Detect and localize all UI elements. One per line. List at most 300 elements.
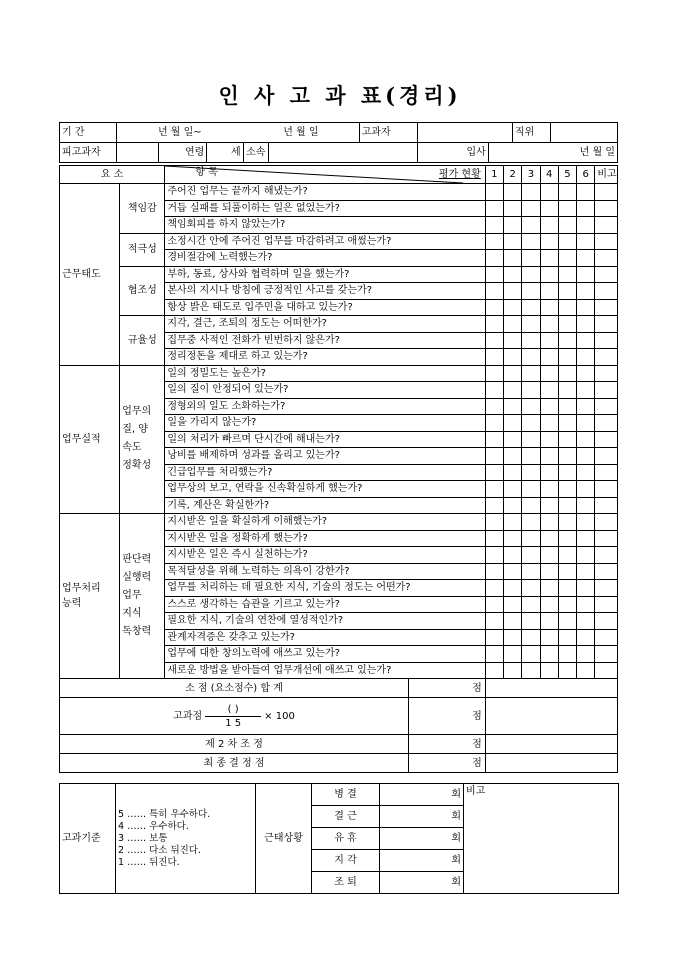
score-cell[interactable] — [522, 563, 540, 580]
score-cell[interactable] — [540, 382, 558, 399]
score-cell[interactable] — [577, 431, 595, 448]
question-item: 집무중 사적인 전화가 빈번하지 않은가? — [165, 332, 485, 349]
score-col-6: 6 — [577, 166, 595, 184]
score-cell[interactable] — [540, 250, 558, 267]
score-cell[interactable] — [504, 464, 522, 481]
attendance-count[interactable]: 회 — [380, 784, 464, 806]
remark-cell[interactable] — [595, 629, 618, 646]
period-to[interactable]: 년 월 일 — [243, 123, 359, 143]
ratee-field[interactable] — [116, 143, 158, 163]
score-cell[interactable] — [522, 233, 540, 250]
score-cell[interactable] — [504, 448, 522, 465]
score-cell[interactable] — [558, 448, 576, 465]
score-cell[interactable] — [558, 497, 576, 514]
score-cell[interactable] — [485, 332, 503, 349]
score-col-1: 1 — [485, 166, 503, 184]
score-cell[interactable] — [540, 349, 558, 366]
score-cell[interactable] — [522, 217, 540, 234]
question-item: 책임회피를 하지 않았는가? — [165, 217, 485, 234]
score-cell[interactable] — [540, 431, 558, 448]
score-cell[interactable] — [504, 514, 522, 531]
score-cell[interactable] — [504, 184, 522, 201]
score-cell[interactable] — [522, 349, 540, 366]
score-cell[interactable] — [577, 613, 595, 630]
remark-cell[interactable] — [595, 217, 618, 234]
evaluation-table — [59, 165, 618, 773]
total-blank[interactable] — [485, 679, 617, 698]
question-item: 일의 처리가 빠르며 단시간에 해내는가? — [165, 431, 485, 448]
score-cell[interactable] — [540, 365, 558, 382]
score-cell[interactable] — [577, 563, 595, 580]
remark-cell[interactable] — [595, 613, 618, 630]
score-formula-row — [60, 698, 486, 735]
score-cell[interactable] — [558, 398, 576, 415]
score-cell[interactable] — [558, 530, 576, 547]
criteria-label: 고과기준 — [60, 784, 116, 894]
attendance-type: 지 각 — [312, 850, 380, 872]
question-item: 스스로 생각하는 습관을 기르고 있는가? — [165, 596, 485, 613]
score-cell[interactable] — [504, 283, 522, 300]
score-cell[interactable] — [504, 299, 522, 316]
score-cell[interactable] — [577, 415, 595, 432]
subtotal-label: 소 점 (요소점수) 합 계 — [185, 682, 283, 694]
question-item: 일을 가리지 않는가? — [165, 415, 485, 432]
score-cell[interactable] — [522, 481, 540, 498]
score-cell[interactable] — [577, 662, 595, 679]
score-cell[interactable] — [504, 415, 522, 432]
score-cell[interactable] — [522, 200, 540, 217]
question-item: 업무상의 보고, 연락을 신속확실하게 했는가? — [165, 481, 485, 498]
score-cell[interactable] — [558, 481, 576, 498]
score-cell[interactable] — [558, 299, 576, 316]
remark-cell[interactable] — [595, 266, 618, 283]
group-name: 책임감 — [120, 184, 165, 234]
score-cell[interactable] — [540, 646, 558, 663]
group-name: 협조성 — [120, 266, 165, 316]
score-cell[interactable] — [504, 266, 522, 283]
join-date[interactable]: 년 월 일 — [488, 143, 617, 163]
score-cell[interactable] — [504, 613, 522, 630]
remark-cell[interactable] — [595, 415, 618, 432]
score-cell[interactable] — [522, 646, 540, 663]
score-cell[interactable] — [485, 233, 503, 250]
ratee-label: 피고과자 — [60, 143, 117, 163]
score-cell[interactable] — [522, 464, 540, 481]
score-col-3: 3 — [522, 166, 540, 184]
score-cell[interactable] — [522, 316, 540, 333]
criteria-lines: 5 …… 특히 우수하다. 4 …… 우수하다. 3 …… 보통 2 …… 다소 뒤진다. 1 …… 뒤진다. — [116, 784, 256, 894]
remark-cell[interactable] — [595, 349, 618, 366]
remark-cell[interactable] — [595, 398, 618, 415]
score-cell[interactable] — [558, 233, 576, 250]
criteria-table — [59, 783, 619, 894]
score-cell[interactable] — [485, 464, 503, 481]
score-cell[interactable] — [504, 250, 522, 267]
score-cell[interactable] — [504, 497, 522, 514]
attendance-count[interactable]: 회 — [380, 850, 464, 872]
score-cell[interactable] — [504, 233, 522, 250]
question-item: 소정시간 안에 주어진 업무를 마감하려고 애썼는가? — [165, 233, 485, 250]
attendance-remark[interactable]: 비고 — [464, 784, 619, 894]
score-cell[interactable] — [522, 266, 540, 283]
score-cell[interactable] — [485, 365, 503, 382]
score-cell[interactable] — [540, 497, 558, 514]
score-cell[interactable] — [504, 629, 522, 646]
score-cell[interactable] — [522, 530, 540, 547]
total-blank[interactable] — [485, 754, 617, 773]
score-cell[interactable] — [577, 233, 595, 250]
score-cell[interactable] — [485, 316, 503, 333]
score-cell[interactable] — [485, 217, 503, 234]
question-item: 거듭 실패를 되풀이하는 일은 없었는가? — [165, 200, 485, 217]
score-cell[interactable] — [504, 332, 522, 349]
score-cell[interactable] — [485, 514, 503, 531]
score-cell[interactable] — [540, 415, 558, 432]
section-name: 근무태도 — [60, 184, 120, 366]
question-item: 항상 밝은 태도로 입주민을 대하고 있는가? — [165, 299, 485, 316]
score-cell[interactable] — [485, 415, 503, 432]
score-cell[interactable] — [522, 365, 540, 382]
score-cell[interactable] — [558, 217, 576, 234]
score-cell[interactable] — [485, 382, 503, 399]
score-cell[interactable] — [577, 497, 595, 514]
score-cell[interactable] — [485, 431, 503, 448]
header-table — [59, 122, 618, 163]
question-item: 지시받은 일을 확실하게 이해했는가? — [165, 514, 485, 531]
score-cell[interactable] — [540, 514, 558, 531]
score-cell[interactable] — [577, 514, 595, 531]
score-cell[interactable] — [522, 283, 540, 300]
score-cell[interactable] — [504, 481, 522, 498]
age-unit: 세 — [207, 143, 243, 163]
question-item: 부하, 동료, 상사와 협력하며 일을 했는가? — [165, 266, 485, 283]
score-col-5: 5 — [558, 166, 576, 184]
question-item: 주어진 업무는 끝까지 해냈는가? — [165, 184, 485, 201]
score-unit: 점 — [472, 757, 482, 769]
question-item: 필요한 지식, 기술의 연찬에 열성적인가? — [165, 613, 485, 630]
score-cell[interactable] — [522, 613, 540, 630]
score-cell[interactable] — [540, 283, 558, 300]
score-cell[interactable] — [577, 382, 595, 399]
score-cell[interactable] — [577, 547, 595, 564]
score-cell[interactable] — [540, 580, 558, 597]
question-item: 지각, 결근, 조퇴의 정도는 어떠한가? — [165, 316, 485, 333]
position-field[interactable] — [551, 123, 618, 143]
remark-cell[interactable] — [595, 530, 618, 547]
col-item-eval — [165, 166, 485, 184]
second-adjust-label: 제 2 차 조 정 — [205, 738, 263, 750]
score-cell[interactable] — [485, 662, 503, 679]
score-cell[interactable] — [522, 547, 540, 564]
remark-cell[interactable] — [595, 464, 618, 481]
score-cell[interactable] — [485, 547, 503, 564]
score-cell[interactable] — [485, 481, 503, 498]
score-cell[interactable] — [558, 563, 576, 580]
score-cell[interactable] — [522, 448, 540, 465]
remark-cell[interactable] — [595, 365, 618, 382]
remark-cell[interactable] — [595, 580, 618, 597]
remark-cell[interactable] — [595, 646, 618, 663]
score-cell[interactable] — [485, 629, 503, 646]
col-eval: 평가 현황 — [438, 169, 481, 180]
score-cell[interactable] — [577, 283, 595, 300]
score-cell[interactable] — [540, 530, 558, 547]
score-cell[interactable] — [485, 299, 503, 316]
score-cell[interactable] — [540, 200, 558, 217]
score-cell[interactable] — [485, 200, 503, 217]
score-cell[interactable] — [540, 613, 558, 630]
score-cell[interactable] — [504, 316, 522, 333]
question-item: 본사의 지시나 방침에 긍정적인 사고를 갖는가? — [165, 283, 485, 300]
section-name: 업무처리 능력 — [60, 514, 120, 679]
score-cell[interactable] — [577, 398, 595, 415]
section-name: 업무실적 — [60, 365, 120, 514]
score-cell[interactable] — [540, 299, 558, 316]
question-item: 정리정돈을 제대로 하고 있는가? — [165, 349, 485, 366]
score-cell[interactable] — [540, 481, 558, 498]
score-cell[interactable] — [558, 514, 576, 531]
score-cell[interactable] — [558, 629, 576, 646]
col-element: 요 소 — [60, 166, 165, 184]
score-cell[interactable] — [558, 250, 576, 267]
score-cell[interactable] — [558, 431, 576, 448]
score-cell[interactable] — [504, 563, 522, 580]
score-cell[interactable] — [540, 547, 558, 564]
score-cell[interactable] — [504, 580, 522, 597]
score-cell[interactable] — [558, 283, 576, 300]
score-cell[interactable] — [540, 629, 558, 646]
page-title: 인 사 고 과 표(경리) — [218, 83, 462, 108]
remark-cell[interactable] — [595, 596, 618, 613]
score-cell[interactable] — [540, 596, 558, 613]
score-cell[interactable] — [558, 349, 576, 366]
group-name: 규율성 — [120, 316, 165, 366]
score-cell[interactable] — [558, 646, 576, 663]
group-name: 업무의 질, 양 속도 정확성 — [120, 365, 165, 514]
score-cell[interactable] — [485, 596, 503, 613]
score-cell[interactable] — [485, 580, 503, 597]
score-cell[interactable] — [577, 629, 595, 646]
score-cell[interactable] — [577, 580, 595, 597]
score-cell[interactable] — [485, 646, 503, 663]
remark-cell[interactable] — [595, 250, 618, 267]
subtotal-row — [60, 679, 486, 698]
score-cell[interactable] — [577, 646, 595, 663]
score-cell[interactable] — [540, 233, 558, 250]
score-cell[interactable] — [540, 316, 558, 333]
score-cell[interactable] — [522, 580, 540, 597]
score-cell[interactable] — [504, 646, 522, 663]
score-cell[interactable] — [485, 184, 503, 201]
remark-cell[interactable] — [595, 514, 618, 531]
score-cell[interactable] — [504, 547, 522, 564]
score-cell[interactable] — [522, 497, 540, 514]
total-blank[interactable] — [485, 735, 617, 754]
score-cell[interactable] — [540, 464, 558, 481]
score-cell[interactable] — [522, 398, 540, 415]
score-cell[interactable] — [522, 299, 540, 316]
score-cell[interactable] — [522, 431, 540, 448]
score-cell[interactable] — [577, 596, 595, 613]
score-cell[interactable] — [522, 250, 540, 267]
score-cell[interactable] — [558, 547, 576, 564]
score-cell[interactable] — [558, 596, 576, 613]
score-cell[interactable] — [558, 266, 576, 283]
score-cell[interactable] — [485, 613, 503, 630]
remark-cell[interactable] — [595, 481, 618, 498]
score-cell[interactable] — [504, 382, 522, 399]
score-cell[interactable] — [540, 448, 558, 465]
score-cell[interactable] — [504, 596, 522, 613]
score-cell[interactable] — [485, 497, 503, 514]
score-cell[interactable] — [485, 448, 503, 465]
score-cell[interactable] — [522, 184, 540, 201]
age-label: 연령 — [158, 143, 206, 163]
question-item: 관계자격증은 갖추고 있는가? — [165, 629, 485, 646]
second-adjust-row — [60, 735, 486, 754]
score-cell[interactable] — [577, 448, 595, 465]
score-cell[interactable] — [540, 398, 558, 415]
score-cell[interactable] — [577, 250, 595, 267]
score-cell[interactable] — [558, 382, 576, 399]
attendance-count[interactable]: 회 — [380, 872, 464, 894]
score-col-4: 4 — [540, 166, 558, 184]
score-cell[interactable] — [504, 349, 522, 366]
score-cell[interactable] — [540, 217, 558, 234]
remark-cell[interactable] — [595, 547, 618, 564]
score-cell[interactable] — [558, 200, 576, 217]
score-cell[interactable] — [504, 200, 522, 217]
score-cell[interactable] — [504, 431, 522, 448]
score-cell[interactable] — [504, 217, 522, 234]
remark-cell[interactable] — [595, 299, 618, 316]
score-cell[interactable] — [577, 481, 595, 498]
period-from[interactable]: 년 월 일~ — [116, 123, 243, 143]
score-cell[interactable] — [577, 332, 595, 349]
score-cell[interactable] — [558, 415, 576, 432]
score-cell[interactable] — [577, 530, 595, 547]
remark-cell[interactable] — [595, 332, 618, 349]
score-cell[interactable] — [504, 530, 522, 547]
remark-cell[interactable] — [595, 662, 618, 679]
score-cell[interactable] — [558, 332, 576, 349]
attendance-label: 근태상황 — [256, 784, 312, 894]
score-cell[interactable] — [577, 266, 595, 283]
remark-cell[interactable] — [595, 233, 618, 250]
score-cell[interactable] — [540, 184, 558, 201]
group-name: 판단력 실행력 업무 지식 독창력 — [120, 514, 165, 679]
score-cell[interactable] — [558, 184, 576, 201]
score-cell[interactable] — [558, 580, 576, 597]
score-cell[interactable] — [504, 365, 522, 382]
score-cell[interactable] — [504, 662, 522, 679]
score-cell[interactable] — [522, 382, 540, 399]
question-item: 업무를 처리하는 데 필요한 지식, 기술의 정도는 어떤가? — [165, 580, 485, 597]
score-cell[interactable] — [577, 365, 595, 382]
score-cell[interactable] — [577, 299, 595, 316]
score-cell[interactable] — [577, 200, 595, 217]
score-cell[interactable] — [558, 613, 576, 630]
score-cell[interactable] — [577, 184, 595, 201]
score-cell[interactable] — [485, 530, 503, 547]
remark-cell[interactable] — [595, 448, 618, 465]
attendance-count[interactable]: 회 — [380, 828, 464, 850]
score-cell[interactable] — [522, 596, 540, 613]
final-score-label: 최 종 결 정 점 — [203, 757, 265, 769]
score-cell[interactable] — [485, 250, 503, 267]
question-item: 기록, 계산은 확실한가? — [165, 497, 485, 514]
remark-cell[interactable] — [595, 200, 618, 217]
question-item: 지시받은 일은 즉시 실천하는가? — [165, 547, 485, 564]
period-label: 기 간 — [60, 123, 117, 143]
score-col-2: 2 — [504, 166, 522, 184]
score-cell[interactable] — [522, 629, 540, 646]
score-cell[interactable] — [540, 662, 558, 679]
remark-cell[interactable] — [595, 431, 618, 448]
formula-prefix: 고과점 — [173, 710, 203, 722]
rater-label: 고과자 — [359, 123, 418, 143]
remark-cell[interactable] — [595, 497, 618, 514]
score-cell[interactable] — [540, 332, 558, 349]
score-cell[interactable] — [522, 332, 540, 349]
question-item: 새로운 방법을 받아들여 업무개선에 애쓰고 있는가? — [165, 662, 485, 679]
remark-cell[interactable] — [595, 283, 618, 300]
attendance-count[interactable]: 회 — [380, 806, 464, 828]
question-item: 목적달성을 위해 노력하는 의욕이 강한가? — [165, 563, 485, 580]
group-name: 적극성 — [120, 233, 165, 266]
rater-field[interactable] — [418, 123, 513, 143]
score-unit: 점 — [472, 682, 482, 694]
remark-cell[interactable] — [595, 382, 618, 399]
score-cell[interactable] — [485, 349, 503, 366]
score-cell[interactable] — [522, 415, 540, 432]
question-item: 정형외의 일도 소화하는가? — [165, 398, 485, 415]
formula-denominator: 1 5 — [225, 717, 242, 729]
formula-suffix: × 100 — [264, 710, 295, 722]
score-cell[interactable] — [522, 662, 540, 679]
score-cell[interactable] — [540, 563, 558, 580]
score-cell[interactable] — [504, 398, 522, 415]
score-cell[interactable] — [485, 398, 503, 415]
score-cell[interactable] — [540, 266, 558, 283]
score-cell[interactable] — [577, 316, 595, 333]
question-item: 일의 정밀도는 높은가? — [165, 365, 485, 382]
position-label: 직위 — [512, 123, 550, 143]
score-cell[interactable] — [577, 217, 595, 234]
score-cell[interactable] — [485, 283, 503, 300]
remark-cell[interactable] — [595, 563, 618, 580]
formula — [173, 704, 295, 729]
dept-field[interactable] — [268, 143, 417, 163]
remark-cell[interactable] — [595, 184, 618, 201]
score-cell[interactable] — [522, 514, 540, 531]
question-item: 일의 질이 안정되어 있는가? — [165, 382, 485, 399]
score-cell[interactable] — [558, 365, 576, 382]
remark-cell[interactable] — [595, 316, 618, 333]
question-item: 지시받은 일을 정확하게 했는가? — [165, 530, 485, 547]
score-cell[interactable] — [558, 662, 576, 679]
score-cell[interactable] — [558, 316, 576, 333]
score-cell[interactable] — [577, 464, 595, 481]
question-item: 업무에 대한 창의노력에 애쓰고 있는가? — [165, 646, 485, 663]
total-blank[interactable] — [485, 698, 617, 735]
score-cell[interactable] — [485, 563, 503, 580]
score-cell[interactable] — [558, 464, 576, 481]
col-remark: 비고 — [595, 166, 618, 184]
score-cell[interactable] — [577, 349, 595, 366]
score-cell[interactable] — [485, 266, 503, 283]
final-score-row — [60, 754, 486, 773]
